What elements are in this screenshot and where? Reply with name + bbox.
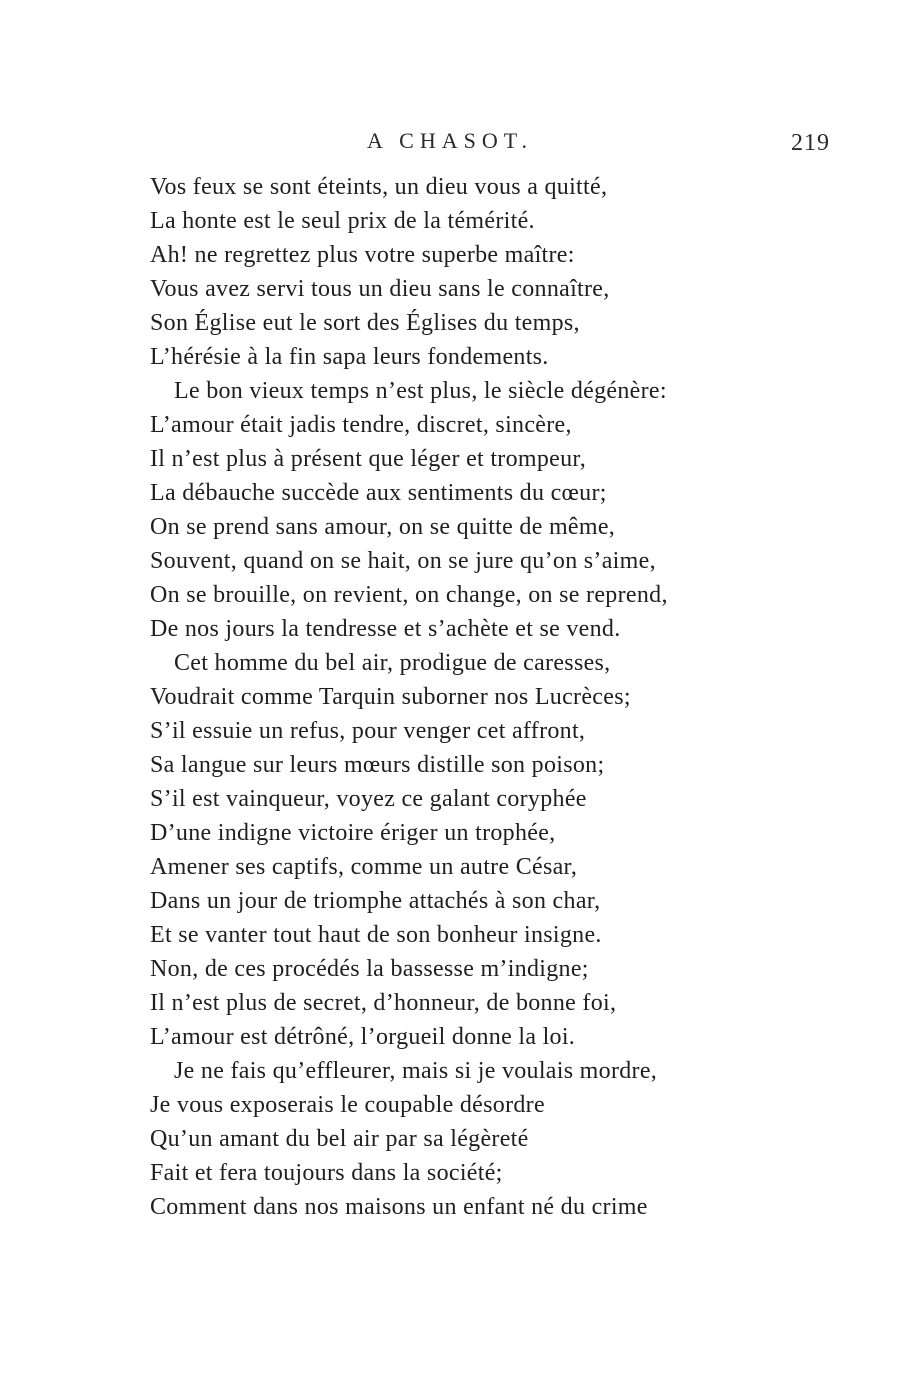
running-title: A CHASOT. (366, 128, 534, 153)
verse-line: Vous avez servi tous un dieu sans le connaître, (150, 276, 610, 302)
verse-line: Non, de ces procédés la bassesse m’indigne; (150, 956, 589, 982)
verse-line: Dans un jour de triomphe attachés à son char, (150, 888, 601, 914)
verse-line: L’amour est détrôné, l’orgueil donne la loi. (150, 1024, 576, 1050)
verse-line: Comment dans nos maisons un enfant né du crime (150, 1194, 648, 1220)
verse-line: Sa langue sur leurs mœurs distille son poison; (150, 752, 605, 778)
verse-line: On se prend sans amour, on se quitte de même, (150, 514, 616, 540)
verse-line: S’il est vainqueur, voyez ce galant coryphée (150, 786, 587, 812)
verse-line: S’il essuie un refus, pour venger cet affront, (150, 718, 586, 744)
verse-line: Il n’est plus de secret, d’honneur, de bonne foi, (150, 990, 617, 1016)
verse-line: Cet homme du bel air, prodigue de caresses, (174, 650, 611, 676)
verse-line: La honte est le seul prix de la témérité. (150, 208, 535, 234)
verse-line: Ah! ne regrettez plus votre superbe maître: (150, 242, 575, 268)
verse-line: Son Église eut le sort des Églises du temps, (150, 310, 580, 336)
verse-line: Je vous exposerais le coupable désordre (150, 1092, 545, 1118)
verse-line: Et se vanter tout haut de son bonheur insigne. (150, 922, 602, 948)
verse-line: On se brouille, on revient, on change, on se reprend, (150, 582, 668, 608)
verse-line: L’hérésie à la fin sapa leurs fondements. (150, 344, 549, 370)
verse-line: L’amour était jadis tendre, discret, sincère, (150, 412, 572, 438)
verse-line: Voudrait comme Tarquin suborner nos Lucrèces; (150, 684, 631, 710)
verse-line: Fait et fera toujours dans la société; (150, 1160, 503, 1186)
verse-line: Je ne fais qu’effleurer, mais si je voulais mordre, (174, 1058, 658, 1084)
verse-line: Qu’un amant du bel air par sa légèreté (150, 1126, 529, 1152)
page-number: 219 (791, 130, 830, 156)
verse-line: Amener ses captifs, comme un autre César, (150, 854, 578, 880)
verse-line: Il n’est plus à présent que léger et trompeur, (150, 446, 587, 472)
verse-line: De nos jours la tendresse et s’achète et se vend. (150, 616, 621, 642)
poem-verse (150, 170, 810, 1224)
verse-line: Souvent, quand on se hait, on se jure qu’on s’aime, (150, 548, 656, 574)
verse-line: Le bon vieux temps n’est plus, le siècle dégénère: (174, 378, 667, 404)
verse-line: La débauche succède aux sentiments du cœur; (150, 480, 607, 506)
verse-line: D’une indigne victoire ériger un trophée, (150, 820, 556, 846)
verse-line: Vos feux se sont éteints, un dieu vous a quitté, (150, 174, 608, 200)
